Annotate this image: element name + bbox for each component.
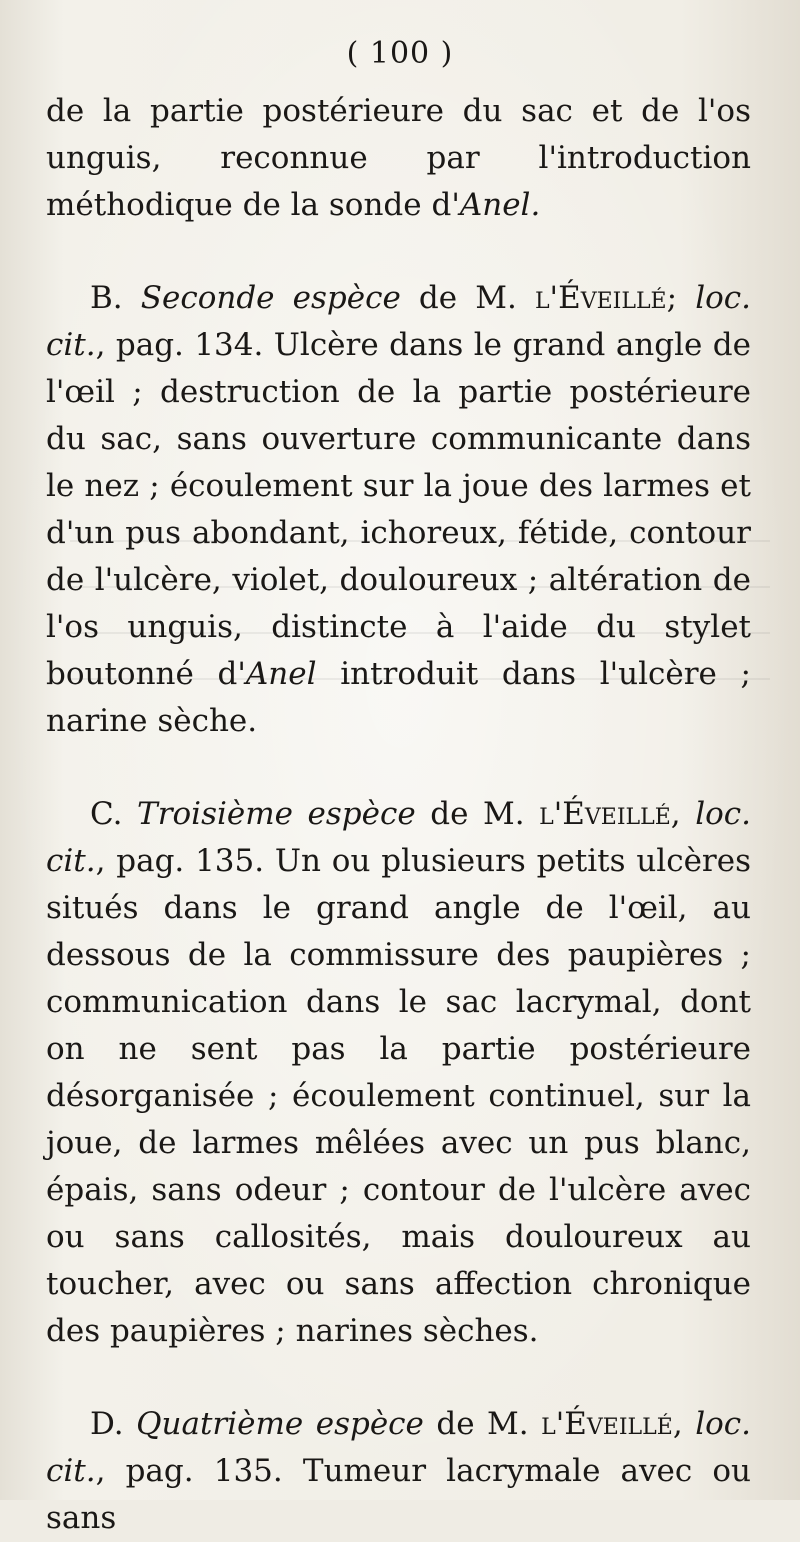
author-name: l'Éveillé bbox=[541, 1406, 673, 1442]
author-name: l'Éveillé bbox=[534, 280, 667, 316]
de-m: de M. bbox=[400, 280, 535, 316]
separator: , bbox=[670, 796, 696, 832]
paragraph-text: Un ou plusieurs petits ulcères situés dans le grand angle de l'œil, au dessous de la commissure des paupières ; communication dans le sac lacrymal, dont on ne sent pas la partie postérieure désorganisée ; écoulement continuel, sur la joue, de larmes mêlées avec un pus blanc, épais, sans odeur ; contour de l'ulcère avec ou sans callosités, mais douloureux au toucher, avec ou sans affection chronique des paupières ; narines sèches. bbox=[46, 843, 752, 1349]
paragraph-text: de la partie postérieure du sac et de l'os unguis, reconnue par l'introduction méthodique de la sonde d' bbox=[46, 93, 751, 223]
paragraph-label: B. bbox=[90, 280, 123, 316]
paragraph-tail: introduit dans l'ulcère ; narine sèche. bbox=[46, 656, 751, 739]
paragraph-label: C. bbox=[90, 796, 123, 832]
species-name: Seconde espèce bbox=[140, 280, 401, 316]
species-name: Quatrième espèce bbox=[136, 1406, 424, 1442]
italic-name: Anel. bbox=[459, 187, 541, 223]
separator: ; bbox=[666, 280, 696, 316]
page-ref: , pag. 135. bbox=[95, 843, 275, 879]
body-text bbox=[46, 88, 751, 1542]
paragraph-c bbox=[46, 791, 751, 1355]
loc-cit: loc. cit. bbox=[46, 280, 751, 363]
loc-cit: loc. cit. bbox=[46, 796, 751, 879]
loc-cit: loc. cit. bbox=[46, 1406, 751, 1489]
italic-name: Anel bbox=[245, 656, 317, 692]
paragraph-d bbox=[46, 1401, 751, 1542]
separator: , bbox=[672, 1406, 696, 1442]
page-ref: , pag. 134. bbox=[95, 327, 274, 363]
paragraph-continuation bbox=[46, 88, 751, 229]
paragraph-label: D. bbox=[90, 1406, 124, 1442]
species-name: Troisième espèce bbox=[137, 796, 416, 832]
de-m: de M. bbox=[423, 1406, 542, 1442]
de-m: de M. bbox=[415, 796, 540, 832]
paragraph-text: Tumeur lacrymale avec ou sans bbox=[46, 1453, 751, 1536]
page-ref: , pag. 135. bbox=[95, 1453, 303, 1489]
page-number: ( 100 ) bbox=[346, 36, 454, 71]
author-name: l'Éveillé bbox=[539, 796, 671, 832]
paragraph-text: Ulcère dans le grand angle de l'œil ; destruction de la partie postérieure du sac, sans ouverture communicante dans le nez ; écoulement sur la joue des larmes et d'un pus abondant, ichoreux, fétide, contour de l'ulcère, violet, douloureux ; altération de l'os unguis, distincte à l'aide du stylet boutonné d' bbox=[46, 327, 751, 692]
paragraph-b bbox=[46, 275, 751, 745]
